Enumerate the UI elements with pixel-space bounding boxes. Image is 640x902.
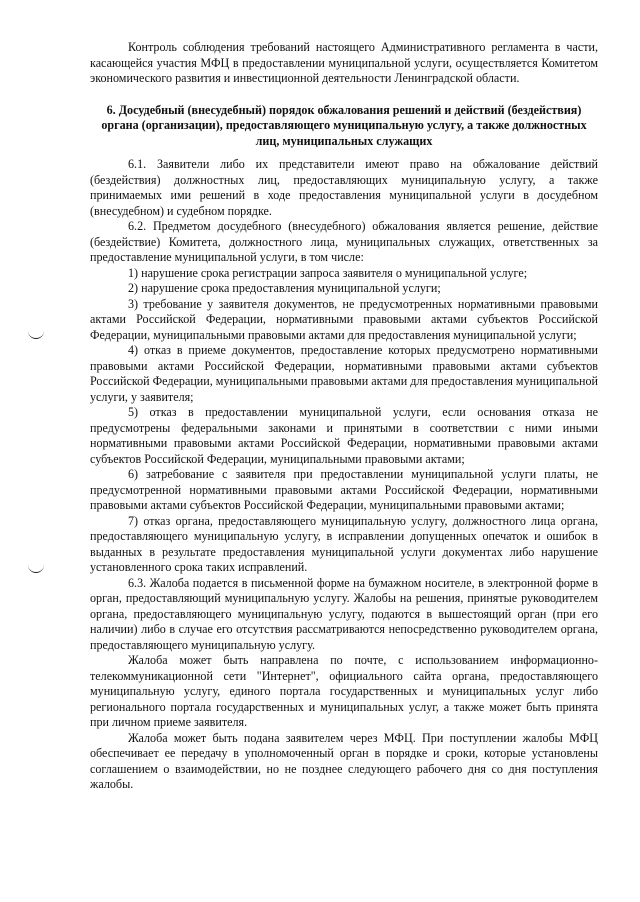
list-item: 5) отказ в предоставлении муниципальной услуги, если основания отказа не предусмотрены федеральными законами и принятыми в соответствии с ними иными нормативными правовыми актами Российской Федерации, нормативными правовыми актами субъектов Российской Федерации, муниципальными правовыми актами; xyxy=(90,405,598,466)
margin-mark xyxy=(28,564,44,573)
list-item: 6) затребование с заявителя при предоставлении муниципальной услуги платы, не предусмотренной нормативными правовыми актами Российской Федерации, нормативными правовыми актами субъектов Российской Федерации, муниципальными правовыми актами; xyxy=(90,467,598,512)
paragraph-mail: Жалоба может быть направлена по почте, с использованием информационно-телекоммуникационной сети "Интернет", официального сайта органа, предоставляющего муниципальную услугу, единого портала государственных и муниципальных услуг либо регионального портала государственных и муниципальных услуг, а также может быть принята при личном приеме заявителя. xyxy=(90,653,598,729)
margin-mark xyxy=(28,330,44,339)
list-item: 1) нарушение срока регистрации запроса заявителя о муниципальной услуге; xyxy=(128,265,528,280)
paragraph-6-2: 6.2. Предметом досудебного (внесудебного) обжалования является решение, действие (бездействие) Комитета, должностного лица, муниципальных служащих, ответственных за предоставление муниципальной услуги, в том числе: xyxy=(90,219,598,264)
paragraph-6-1: 6.1. Заявители либо их представители имеют право на обжалование действий (бездействия) должностных лиц, предоставляющих муниципальную услугу, а также принимаемых ими решений в ходе предоставления муниципальной услуги в досудебном (внесудебном) и судебном порядке. xyxy=(90,157,598,218)
list-item: 7) отказ органа, предоставляющего муниципальную услугу, должностного лица органа, предоставляющего муниципальную услугу, в исправлении допущенных опечаток и ошибок в выданных в результате предоставления муниципальной услуги документах либо нарушение установленного срока таких исправлений. xyxy=(90,513,598,574)
intro-paragraph: Контроль соблюдения требований настоящего Административного регламента в части, касающейся участия МФЦ в предоставлении муниципальной услуги, осуществляется Комитетом экономического развития и инвестиционной деятельности Ленинградской области. xyxy=(90,40,598,85)
list-item: 4) отказ в приеме документов, предоставление которых предусмотрено нормативными правовыми актами Российской Федерации, нормативными правовыми актами субъектов Российской Федерации, муниципальными правовыми актами для предоставления муниципальной услуги, у заявителя; xyxy=(90,343,598,404)
list-item: 3) требование у заявителя документов, не предусмотренных нормативными правовыми актами Российской Федерации, нормативными правовыми актами субъектов Российской Федерации, муниципальными правовыми актами для предоставления муниципальной услуги; xyxy=(90,296,598,342)
list-item: 2) нарушение срока предоставления муниципальной услуги; xyxy=(128,281,441,295)
paragraph-mfc: Жалоба может быть подана заявителем через МФЦ. При поступлении жалобы МФЦ обеспечивает ее передачу в уполномоченный орган в порядке и сроки, которые установлены соглашением о взаимодействии, но не позднее следующего рабочего дня со дня поступления жалобы. xyxy=(90,730,598,791)
paragraph-6-3: 6.3. Жалоба подается в письменной форме на бумажном носителе, в электронной форме в орган, предоставляющий муниципальную услугу. Жалобы на решения, принятые руководителем органа, предоставляющего муниципальную услугу, подаются в вышестоящий орган (при его наличии) либо в случае его отсутствия рассматриваются непосредственно руководителем органа, предоставляющего муниципальную услугу. xyxy=(90,575,598,652)
document-body xyxy=(90,40,598,793)
section-heading: 6. Досудебный (внесудебный) порядок обжалования решений и действий (бездействия) органа (организации), предоставляющего муниципальную услугу, а также должностных лиц, муниципальных служащих xyxy=(101,102,587,148)
